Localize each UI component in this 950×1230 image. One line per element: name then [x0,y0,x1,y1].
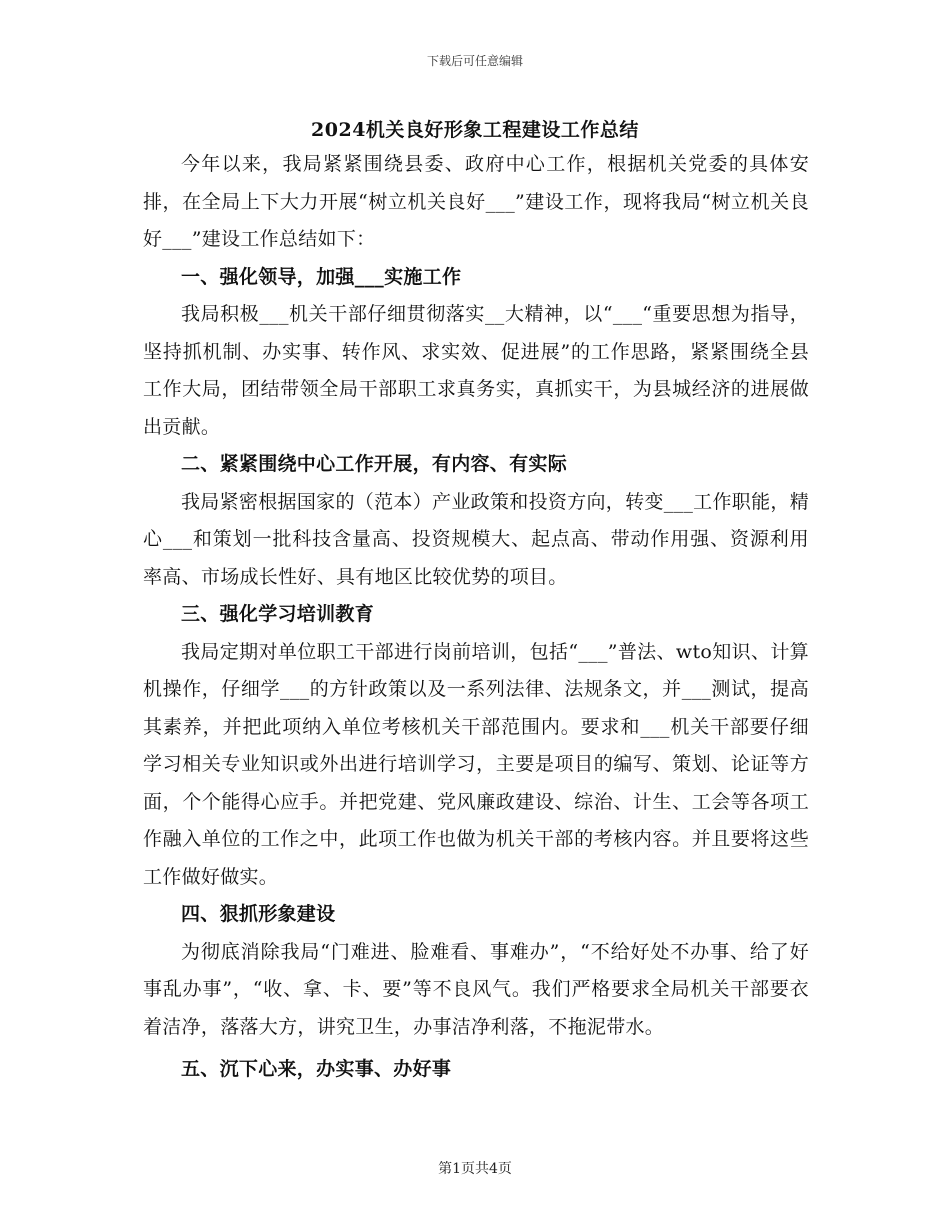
section-body-4: 为彻底消除我局“门难进、脸难看、事难办”，“不给好处不办事、给了好事乱办事”，“收、拿、卡、要”等不良风气。我们严格要求全局机关干部要衣着洁净，落落大方，讲究卫生，办事洁净利落，不拖泥带水。 [143,940,809,1038]
download-note: 下载后可任意编辑 [426,54,523,68]
section-heading-1: 一、强化领导，加强___实施工作 [181,265,462,288]
section-body-1: 我局积极___机关干部仔细贯彻落实__大精神，以“___“重要思想为指导，坚持抓机制、办实事、转作风、求实效、促进展”的工作思路，紧紧围绕全县工作大局，团结带领全局干部职工求真务实，真抓实干，为县城经济的进展做出贡献。 [143,303,809,438]
section-body-3: 我局定期对单位职工干部进行岗前培训，包括“___”普法、wto知识、计算机操作，仔细学___的方针政策以及一系列法律、法规条文，并___测试，提高其素养，并把此项纳入单位考核机关干部范围内。要求和___机关干部要仔细学习相关专业知识或外出进行培训学习，主要是项目的编写、策划、论证等方面，个个能得心应手。并把党建、党风廉政建设、综治、计生、工会等各项工作融入单位的工作之中，此项工作也做为机关干部的考核内容。并且要将这些工作做好做实。 [143,640,809,888]
section-heading-5: 五、沉下心来，办实事、办好事 [181,1058,452,1080]
section-heading-4: 四、狠抓形象建设 [181,903,336,925]
page-number: 第1页共4页 [438,1161,512,1177]
section-heading-3: 三、强化学习培训教育 [181,603,375,625]
document-body [143,146,809,1089]
document-title: 2024机关良好形象工程建设工作总结 [311,119,639,141]
section-heading-2: 二、紧紧围绕中心工作开展，有内容、有实际 [181,453,568,475]
intro-paragraph: 今年以来，我局紧紧围绕县委、政府中心工作，根据机关党委的具体安排，在全局上下大力开展“树立机关良好___”建设工作，现将我局“树立机关良好___”建设工作总结如下： [143,153,809,250]
section-body-2: 我局紧密根据国家的（范本）产业政策和投资方向，转变___工作职能，精心___和策划一批科技含量高、投资规模大、起点高、带动作用强、资源利用率高、市场成长性好、具有地区比较优势的项目。 [143,490,809,588]
